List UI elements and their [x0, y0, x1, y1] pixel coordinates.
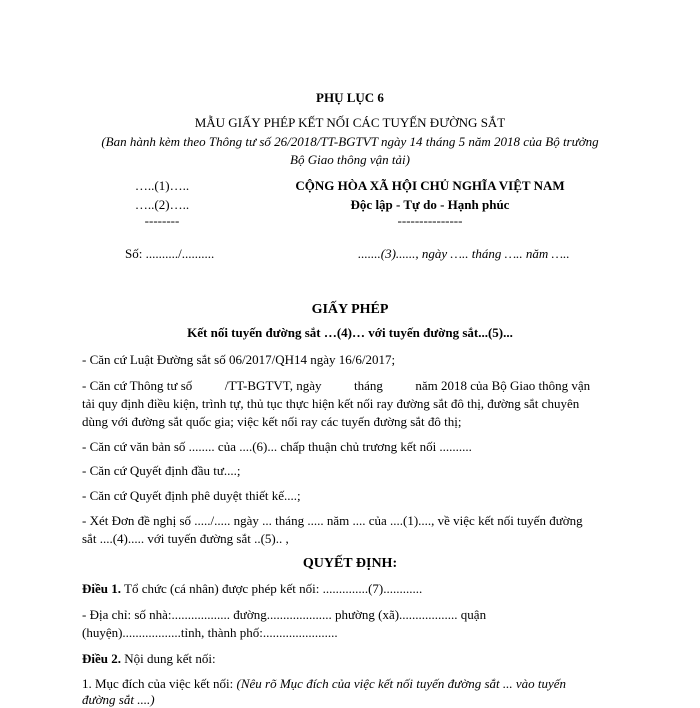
agency-line-2: …..(2)…..	[134, 197, 190, 212]
purpose-item	[82, 676, 617, 692]
national-motto: Độc lập - Tự do - Hạnh phúc	[350, 197, 510, 212]
agency-dash: --------	[144, 213, 180, 228]
permit-subtitle: Kết nối tuyến đường sắt …(4)… với tuyến đường sắt...(5)...	[187, 325, 513, 340]
issued-note-line2: Bộ Giao thông vận tải)	[290, 152, 410, 167]
basis-law: - Căn cứ Luật Đường sắt số 06/2017/QH14 ngày 16/6/2017;	[82, 352, 396, 367]
basis-circular-line1: - Căn cứ Thông tư số /TT-BGTVT, ngày tháng năm 2018 của Bộ Giao thông vận	[82, 378, 591, 393]
article-2-label: Điều 2.	[82, 651, 121, 666]
decision-title: QUYẾT ĐỊNH:	[302, 556, 398, 571]
form-title: MẪU GIẤY PHÉP KẾT NỐI CÁC TUYẾN ĐƯỜNG SẮT	[194, 115, 506, 130]
basis-application-line1: - Xét Đơn đề nghị số ...../..... ngày ... tháng ..... năm .... của ....(1)...., về việc kết nối tuyến đường	[82, 513, 583, 528]
issued-note-line1: (Ban hành kèm theo Thông tư số 26/2018/TT-BGTVT ngày 14 tháng 5 năm 2018 của Bộ trưởng	[101, 134, 599, 149]
basis-circular-line3: dùng với đường sắt quốc gia; việc kết nối ray các tuyến đường sắt đô thị;	[82, 414, 462, 429]
basis-approval-document: - Căn cứ văn bản số ........ của ....(6)... chấp thuận chủ trương kết nối ..........	[82, 439, 472, 454]
article-2-text: Nội dung kết nối:	[121, 651, 216, 666]
basis-application-line2: sắt ....(4)..... với tuyến đường sắt ..(5).. ,	[82, 531, 289, 546]
article-1	[82, 581, 617, 597]
basis-investment-decision: - Căn cứ Quyết định đầu tư....;	[82, 463, 241, 478]
address-line2: (huyện)..................tỉnh, thành phố:.......................	[82, 625, 338, 640]
appendix-heading: PHỤ LỤC 6	[316, 90, 384, 105]
national-dash: ---------------	[397, 213, 463, 228]
article-1-text: Tổ chức (cá nhân) được phép kết nối: ..............(7)............	[121, 581, 423, 596]
document-number: Số: ........../..........	[125, 246, 215, 261]
basis-circular-line2: tải quy định điều kiện, trình tự, thủ tục thực hiện kết nối ray đường sắt đô thị, đường sắt chuyên	[82, 396, 580, 411]
address-line1: - Địa chỉ: số nhà:.................. đường.................... phường (xã).................. quận	[82, 607, 487, 622]
permit-title: GIẤY PHÉP	[311, 302, 389, 317]
place-date-line: .......(3)......, ngày ….. tháng ….. năm …..	[358, 246, 570, 261]
purpose-item-line2: đường sắt ....)	[82, 692, 155, 707]
article-1-label: Điều 1.	[82, 581, 121, 596]
article-2	[82, 651, 617, 667]
basis-design-decision: - Căn cứ Quyết định phê duyệt thiết kế....;	[82, 488, 301, 503]
agency-line-1: …..(1)…..	[134, 178, 190, 193]
national-title: CỘNG HÒA XÃ HỘI CHỦ NGHĨA VIỆT NAM	[295, 178, 565, 193]
purpose-item-note: (Nêu rõ Mục đích của việc kết nối tuyến đường sắt ... vào tuyến	[236, 676, 567, 691]
purpose-item-prefix: 1. Mục đích của việc kết nối:	[82, 676, 237, 691]
